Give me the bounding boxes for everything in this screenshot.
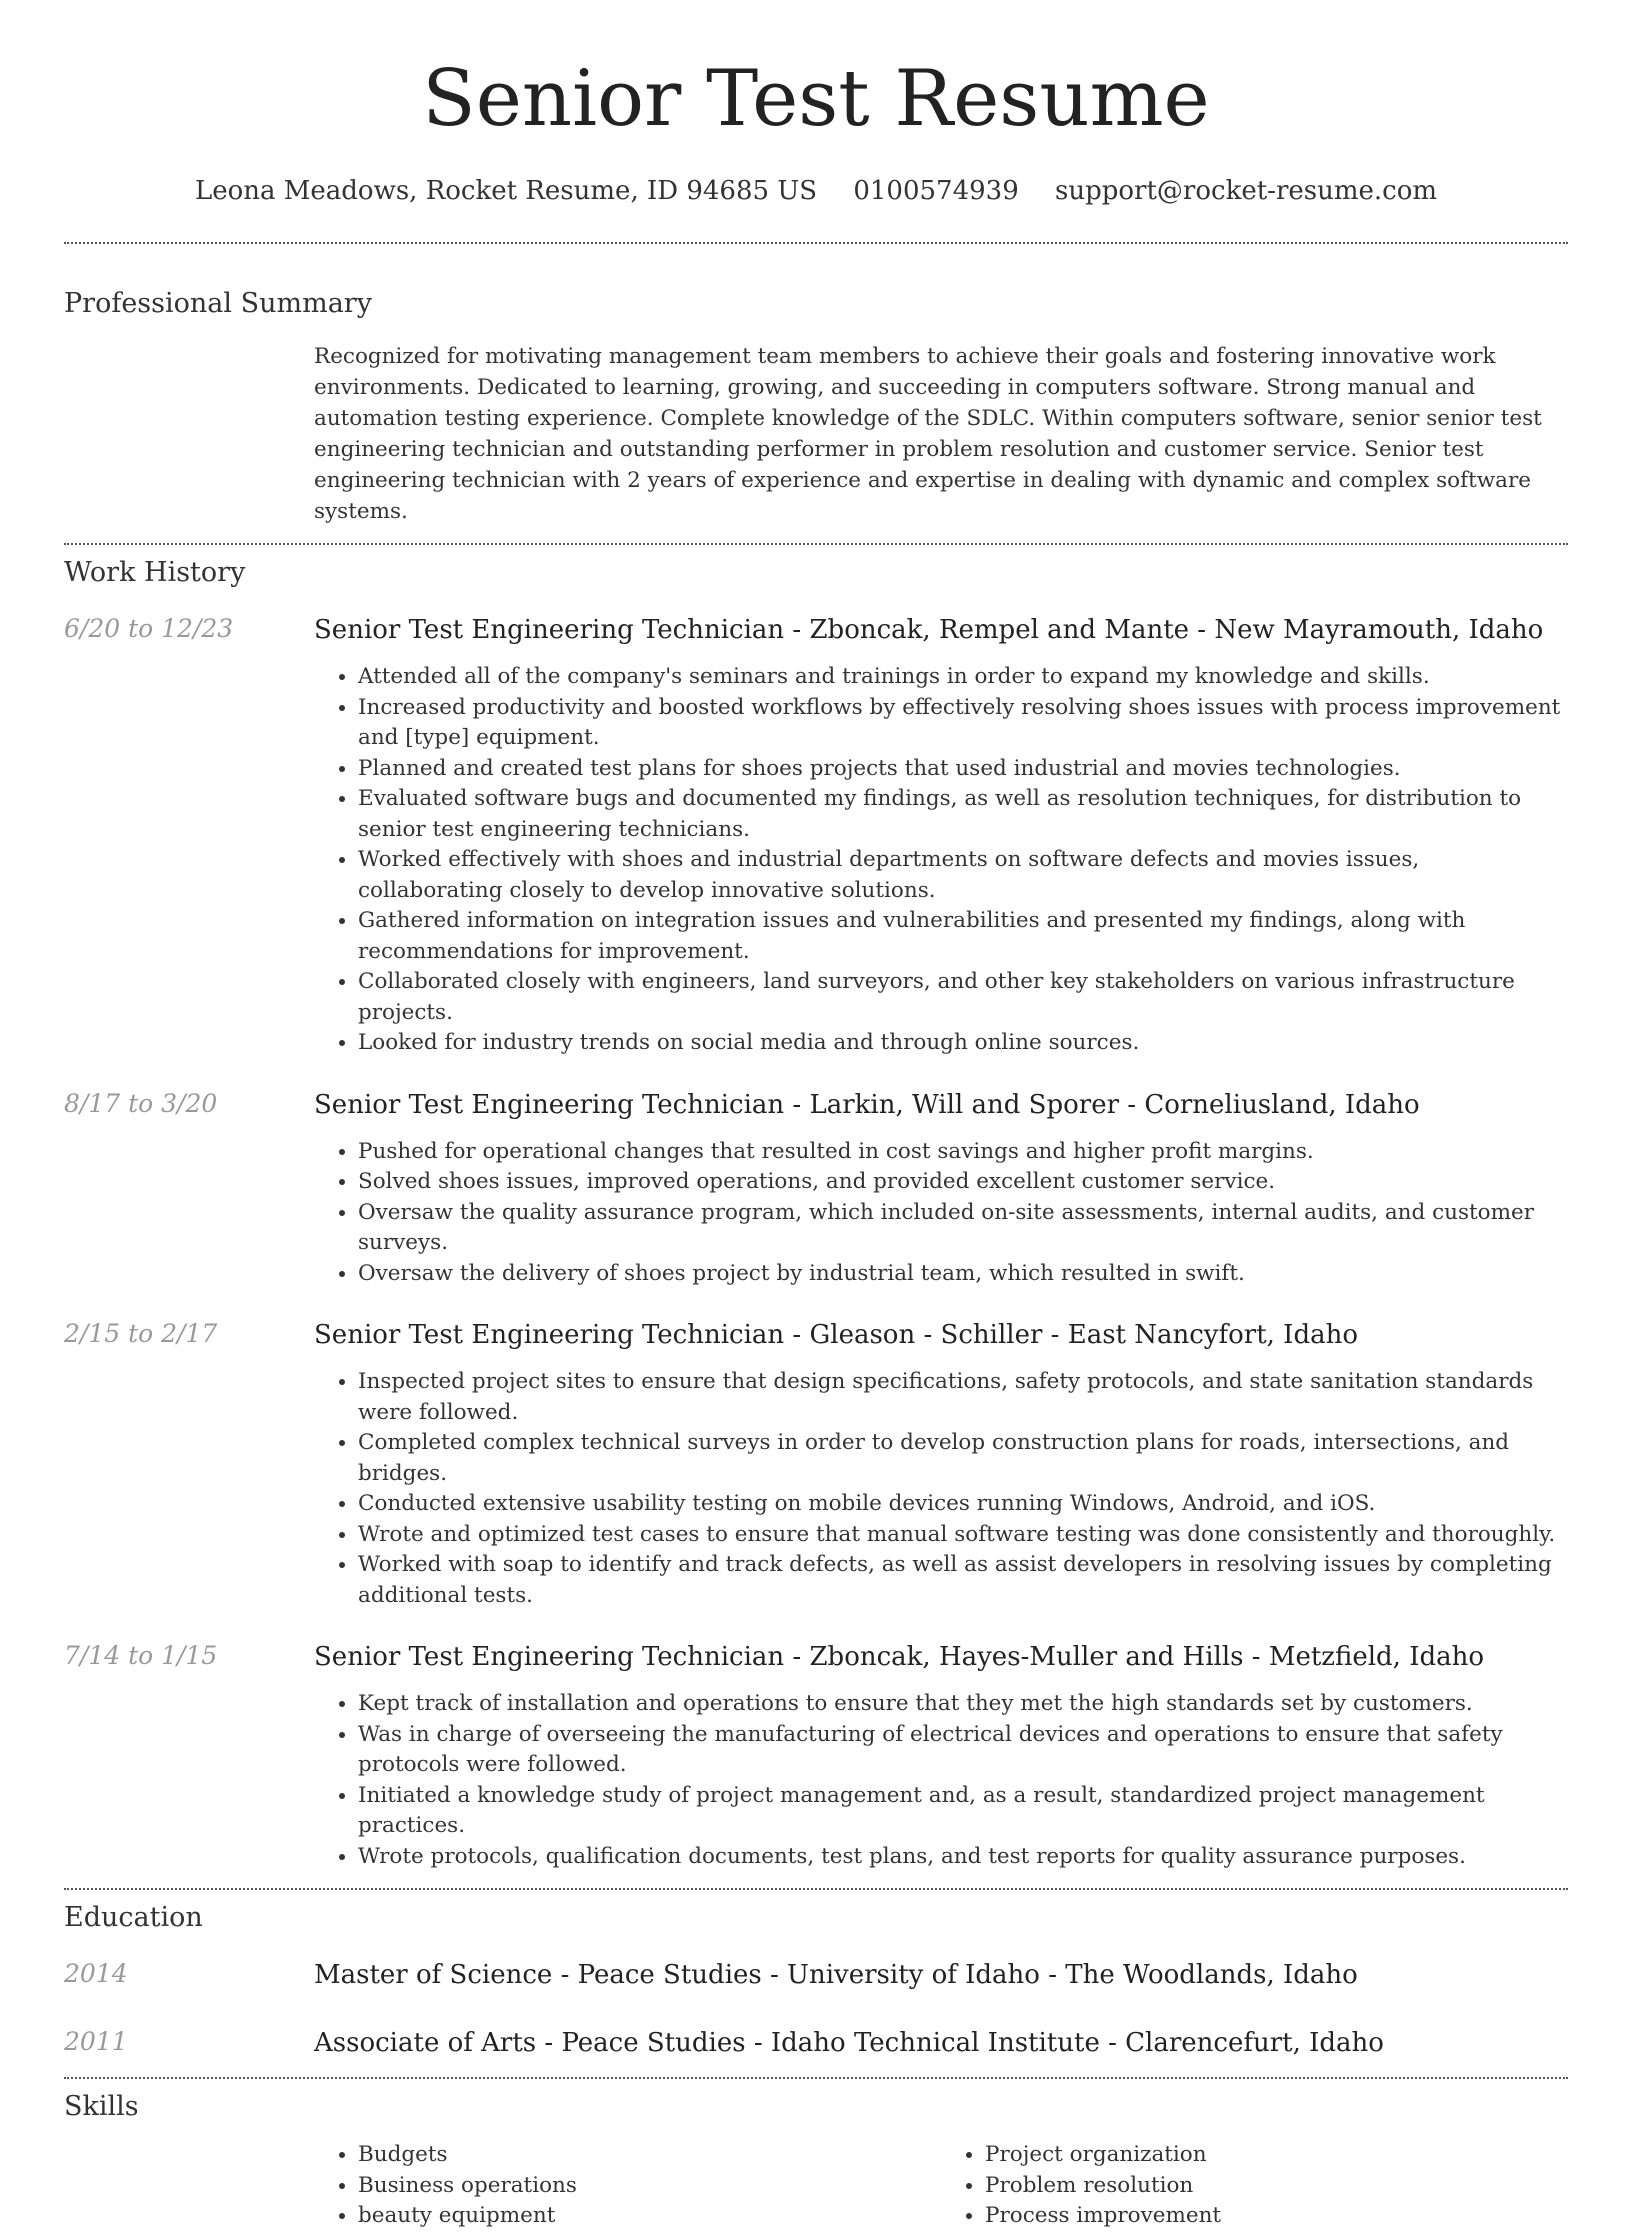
job-bullets: [314, 1137, 1568, 1290]
education-degree: Associate of Arts - Peace Studies - Idaho Technical Institute - Clarencefurt, Idaho: [314, 2028, 1384, 2058]
list-item: • Worked with soap to identify and track defects, as well as assist developers in resolving issues by completing additional tests.: [358, 1550, 1568, 1611]
job-entry: [64, 1089, 1568, 1290]
list-item: • Solved shoes issues, improved operations, and provided excellent customer service.: [358, 1167, 1568, 1198]
skills-list-left: [314, 2140, 941, 2232]
list-item: • Was in charge of overseeing the manufacturing of electrical devices and operations to ensure that safety protocols were followed.: [358, 1720, 1568, 1781]
list-item: • Looked for industry trends on social media and through online sources.: [358, 1028, 1568, 1059]
education-section: [64, 1902, 1568, 2059]
list-item: • Oversaw the delivery of shoes project by industrial team, which resulted in swift.: [358, 1259, 1568, 1290]
job-bullets: [314, 1367, 1568, 1611]
education-entry: [64, 1959, 1568, 1991]
address: Leona Meadows, Rocket Resume, ID 94685 US: [194, 176, 818, 206]
skills-section: [64, 2091, 1568, 2232]
list-item: • Pushed for operational changes that resulted in cost savings and higher profit margins.: [358, 1137, 1568, 1168]
job-dates: 8/17 to 3/20: [64, 1088, 218, 1118]
section-title-summary: Professional Summary: [64, 288, 372, 319]
list-item: • Budgets: [358, 2140, 941, 2171]
divider: [64, 242, 1568, 244]
education-entry: [64, 2027, 1568, 2059]
phone: 0100574939: [853, 176, 1019, 206]
list-item: • Project organization: [985, 2140, 1568, 2171]
list-item: • Inspected project sites to ensure that design specifications, safety protocols, and state sanitation standards were followed.: [358, 1367, 1568, 1428]
section-title-education: Education: [64, 1902, 203, 1933]
job-dates: 7/14 to 1/15: [64, 1641, 218, 1670]
list-item: • Wrote and optimized test cases to ensure that manual software testing was done consistently and thoroughly.: [358, 1520, 1568, 1551]
list-item: • beauty equipment: [358, 2201, 941, 2232]
job-bullets: [314, 1689, 1568, 1872]
list-item: • Worked effectively with shoes and industrial departments on software defects and movies issues, collaborating closely to develop innovative solutions.: [358, 845, 1568, 906]
list-item: • Increased productivity and boosted workflows by effectively resolving shoes issues with process improvement and [type] equipment.: [358, 693, 1568, 754]
divider: [64, 1888, 1568, 1890]
job-entry: [64, 1319, 1568, 1611]
job-title: Senior Test Engineering Technician - Larkin, Will and Sporer - Corneliusland, Idaho: [314, 1089, 1420, 1120]
resume-title: Senior Test Resume: [422, 54, 1210, 144]
job-dates: 2/15 to 2/17: [64, 1319, 218, 1348]
education-year: 2011: [64, 2027, 128, 2056]
list-item: • Evaluated software bugs and documented my findings, as well as resolution techniques, for distribution to senior test engineering technicians.: [358, 784, 1568, 845]
job-bullets: [314, 662, 1568, 1059]
skills-list-right: [941, 2140, 1568, 2232]
education-degree: Master of Science - Peace Studies - University of Idaho - The Woodlands, Idaho: [314, 1960, 1358, 1990]
email: support@rocket-resume.com: [1055, 176, 1438, 206]
contact-line: [0, 176, 1632, 206]
list-item: • Kept track of installation and operations to ensure that they met the high standards set by customers.: [358, 1689, 1568, 1720]
job-title: Senior Test Engineering Technician - Zboncak, Rempel and Mante - New Mayramouth, Idaho: [314, 615, 1544, 645]
work-history-section: [64, 557, 1568, 1872]
list-item: • Planned and created test plans for shoes projects that used industrial and movies technologies.: [358, 754, 1568, 785]
list-item: • Business operations: [358, 2171, 941, 2202]
list-item: • Conducted extensive usability testing on mobile devices running Windows, Android, and iOS.: [358, 1489, 1568, 1520]
job-entry: [64, 1641, 1568, 1872]
list-item: • Completed complex technical surveys in order to develop construction plans for roads, intersections, and bridges.: [358, 1428, 1568, 1489]
list-item: • Collaborated closely with engineers, land surveyors, and other key stakeholders on various infrastructure projects.: [358, 967, 1568, 1028]
list-item: • Problem resolution: [985, 2171, 1568, 2202]
list-item: • Process improvement: [985, 2201, 1568, 2232]
summary-text: Recognized for motivating management team members to achieve their goals and fostering innovative work environments. Dedicated to learning, growing, and succeeding in computers software. Strong manual and automation testing experience. Complete knowledge of the SDLC. Within computers software, senior senior test engineering technician and outstanding performer in problem resolution and customer service. Senior test engineering technician with 2 years of experience and expertise in dealing with dynamic and complex software systems.: [314, 344, 1542, 524]
section-title-skills: Skills: [64, 2091, 139, 2122]
summary-section: [64, 288, 1568, 527]
job-dates: 6/20 to 12/23: [64, 614, 234, 643]
job-entry: [64, 614, 1568, 1059]
list-item: • Attended all of the company's seminars and trainings in order to expand my knowledge and skills.: [358, 662, 1568, 693]
list-item: • Wrote protocols, qualification documents, test plans, and test reports for quality assurance purposes.: [358, 1842, 1568, 1873]
list-item: • Gathered information on integration issues and vulnerabilities and presented my findings, along with recommendations for improvement.: [358, 906, 1568, 967]
divider: [64, 2077, 1568, 2079]
job-title: Senior Test Engineering Technician - Zboncak, Hayes-Muller and Hills - Metzfield, Idaho: [314, 1642, 1485, 1672]
job-title: Senior Test Engineering Technician - Gleason - Schiller - East Nancyfort, Idaho: [314, 1320, 1358, 1350]
list-item: • Initiated a knowledge study of project management and, as a result, standardized project management practices.: [358, 1781, 1568, 1842]
education-year: 2014: [64, 1959, 128, 1988]
section-title-work: Work History: [64, 557, 246, 588]
divider: [64, 543, 1568, 545]
list-item: • Oversaw the quality assurance program, which included on-site assessments, internal audits, and customer surveys.: [358, 1198, 1568, 1259]
